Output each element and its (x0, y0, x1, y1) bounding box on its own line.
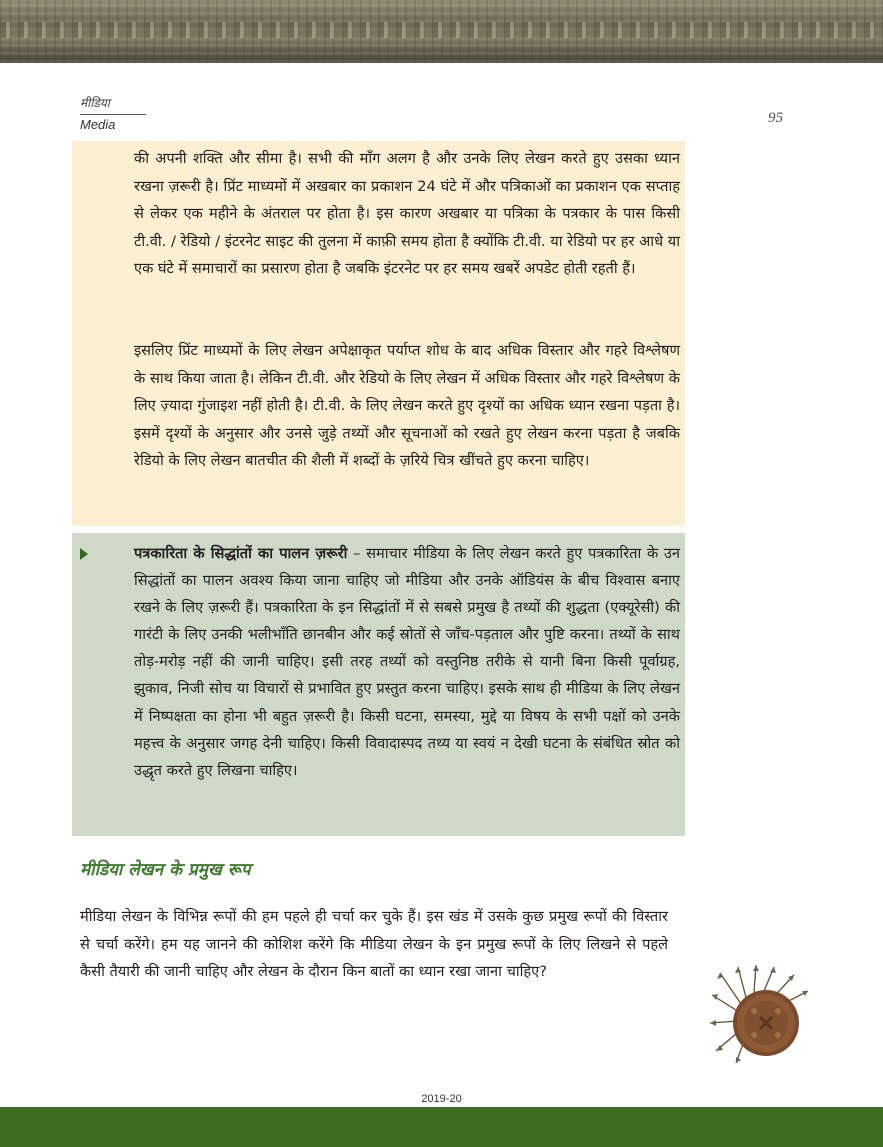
triangle-bullet-icon (80, 548, 88, 560)
box2-dash: – (347, 545, 367, 562)
box1-paragraph-1: की अपनी शक्ति और सीमा है। सभी की माँग अलग है और उनके लिए लेखन करते हुए उसका ध्यान रखना ज़रूरी है। प्रिंट माध्यमों में अखबार का प्रकाशन 24 घंटे में और पत्रिकाओं का प्रकाशन एक सप्ताह से लेकर एक महीने के अंतराल पर होता है। इस कारण अखबार या पत्रिका के पत्रकार के पास किसी टी.वी. / रेडियो / इंटरनेट साइट की तुलना में काफ़ी समय होता है क्योंकि टी.वी. या रेडियो पर हर आधे या एक घंटे में समाचारों का प्रसारण होता है जबकि इंटरनेट पर हर समय खबरें अपडेट होती रहती हैं। (134, 150, 680, 277)
box1-paragraph-2: इसलिए प्रिंट माध्यमों के लिए लेखन अपेक्षाकृत पर्याप्त शोध के बाद अधिक विस्तार और गहरे विश्लेषण के साथ किया जाता है। लेकिन टी.वी. और रेडियो के लिए लेखन में अधिक विस्तार और गहरे विश्लेषण के लिए ज़्यादा गुंजाइश नहीं होती है। टी.वी. के लिए लेखन करते हुए दृश्यों का अधिक ध्यान रखना पड़ता है। इसमें दृश्यों के अनुसार और उनसे जुड़े तथ्यों और सूचनाओं को रखते हुए लेखन करना पड़ता है जबकि रेडियो के लिए लेखन बातचीत की शैली में शब्दों के ज़रिये चित्र खींचते हुए करना चाहिए। (134, 342, 680, 469)
running-head-rule (80, 114, 146, 115)
shield-and-arrows-illustration (708, 965, 818, 1065)
footer-bar (0, 1107, 883, 1147)
section-paragraph: मीडिया लेखन के विभिन्न रूपों की हम पहले ही चर्चा कर चुके हैं। इस खंड में उसके कुछ प्रमुख रूपों की विस्तार से चर्चा करेंगे। हम यह जानने की कोशिश करेंगे कि मीडिया लेखन के इन प्रमुख रूपों के लिए लिखने से पहले कैसी तैयारी की जानी चाहिए और लेखन के दौरान किन बातों का ध्यान रखा जाना चाहिए? (80, 908, 668, 980)
decorative-stone-banner (0, 0, 883, 63)
footer-year: 2019-20 (421, 1093, 462, 1105)
box2-lead-heading: पत्रकारिता के सिद्धांतों का पालन ज़रूरी (134, 545, 348, 562)
running-head-hindi: मीडिया (80, 96, 110, 110)
section-heading: मीडिया लेखन के प्रमुख रूप (80, 860, 251, 880)
box2-body: समाचार मीडिया के लिए लेखन करते हुए पत्रकारिता के उन सिद्धांतों का पालन अवश्य किया जाना चाहिए जो मीडिया और उनके ऑडियंस के बीच विश्वास बनाए रखने के लिए ज़रूरी हैं। पत्रकारिता के इन सिद्धांतों में से सबसे प्रमुख है तथ्यों की शुद्धता (एक्यूरेसी) की गारंटी के लिए उनकी भलीभाँति छानबीन और कई स्रोतों से जाँच-पड़ताल और पुष्टि करना। तथ्यों के साथ तोड़-मरोड़ नहीं की जानी चाहिए। इसी तरह तथ्यों को वस्तुनिष्ठ तरीके से यानी बिना किसी पूर्वाग्रह, झुकाव, निजी सोच या विचारों से प्रभावित हुए प्रस्तुत करना चाहिए। इसके साथ ही मीडिया के लिए लेखन में निष्पक्षता का होना भी बहुत ज़रूरी है। किसी घटना, समस्या, मुद्दे या विषय के सभी पक्षों को उनके महत्त्व के अनुसार जगह देनी चाहिए। किसी विवादास्पद तथ्य या स्वयं न देखी घटना के संबंधित स्रोत को उद्धृत करते हुए लिखना चाहिए। (134, 545, 681, 779)
running-head-english: Media (80, 117, 116, 132)
running-head (80, 94, 146, 132)
page-number: 95 (768, 110, 783, 126)
box2-paragraph (134, 540, 680, 784)
banner-carving-band (0, 22, 883, 38)
